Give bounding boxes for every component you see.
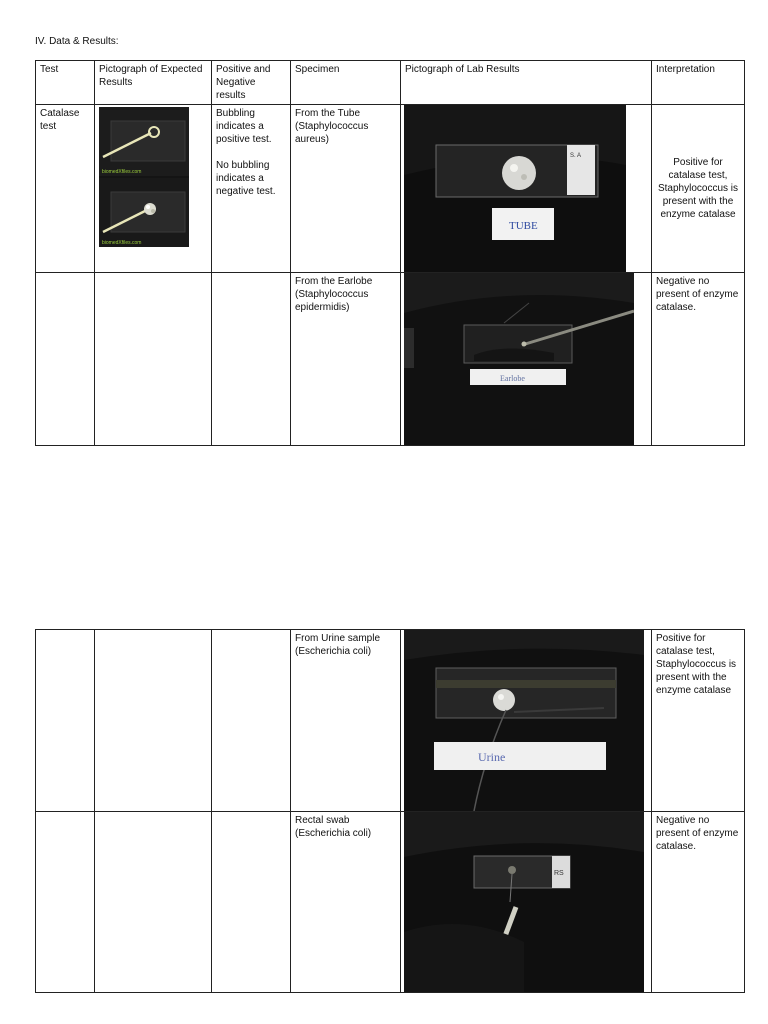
- positive-negative-empty: [212, 630, 291, 812]
- slide-tag: RS: [554, 870, 564, 877]
- table-row: [36, 630, 745, 812]
- expected-results-image: [99, 107, 189, 247]
- lab-result-photo-earlobe: [404, 273, 634, 445]
- header-test: Test: [36, 61, 95, 105]
- lab-result-photo-tube: [404, 105, 626, 272]
- test-name-empty: [36, 273, 95, 446]
- expected-results-empty: [95, 812, 212, 993]
- table-header-row: [36, 61, 745, 105]
- header-specimen: Specimen: [291, 61, 401, 105]
- positive-negative-empty: [212, 812, 291, 993]
- lab-result-cell: [401, 105, 652, 273]
- results-table-1: [35, 60, 745, 446]
- lab-result-photo-urine: [404, 630, 644, 811]
- positive-negative-cell: [212, 105, 291, 273]
- positive-result-text: Bubbling indicates a positive test.: [216, 108, 272, 145]
- expected-results-empty: [95, 273, 212, 446]
- lab-result-cell: [401, 630, 652, 812]
- lab-result-cell: [401, 812, 652, 993]
- table-row: [36, 105, 745, 273]
- table-row: [36, 812, 745, 993]
- interpretation-cell: Negative no present of enzyme catalase.: [652, 273, 745, 446]
- thumb-label: biomedXfiles.com: [102, 240, 142, 246]
- interpretation-cell: Negative no present of enzyme catalase.: [652, 812, 745, 993]
- interpretation-cell: Positive for catalase test, Staphylococcus is present with the enzyme catalase: [652, 630, 745, 812]
- negative-result-text: No bubbling indicates a negative test.: [216, 160, 276, 197]
- lab-result-cell: [401, 273, 652, 446]
- test-name-empty: [36, 630, 95, 812]
- specimen-cell: From the Earlobe (Staphylococcus epidermidis): [291, 273, 401, 446]
- test-name: Catalase test: [36, 105, 95, 273]
- header-interpretation: Interpretation: [652, 61, 745, 105]
- lab-result-photo-rectal-swab: [404, 812, 644, 992]
- slide-label: TUBE: [509, 220, 538, 232]
- header-lab-pictograph: Pictograph of Lab Results: [401, 61, 652, 105]
- interpretation-cell: Positive for catalase test, Staphylococcus is present with the enzyme catalase: [652, 105, 745, 273]
- thumb-label: biomedXfiles.com: [102, 169, 142, 175]
- expected-results-cell: [95, 105, 212, 273]
- specimen-cell: From Urine sample (Escherichia coli): [291, 630, 401, 812]
- table-row: [36, 273, 745, 446]
- expected-results-empty: [95, 630, 212, 812]
- slide-tag: S. A: [570, 153, 582, 159]
- results-table-2: [35, 629, 745, 993]
- specimen-cell: From the Tube (Staphylococcus aureus): [291, 105, 401, 273]
- slide-label: Earlobe: [500, 374, 525, 383]
- header-positive-negative: Positive and Negative results: [212, 61, 291, 105]
- specimen-cell: Rectal swab (Escherichia coli): [291, 812, 401, 993]
- test-name-empty: [36, 812, 95, 993]
- section-heading: IV. Data & Results:: [35, 36, 119, 47]
- header-expected-pictograph: Pictograph of Expected Results: [95, 61, 212, 105]
- slide-label: Urine: [478, 750, 506, 764]
- positive-negative-empty: [212, 273, 291, 446]
